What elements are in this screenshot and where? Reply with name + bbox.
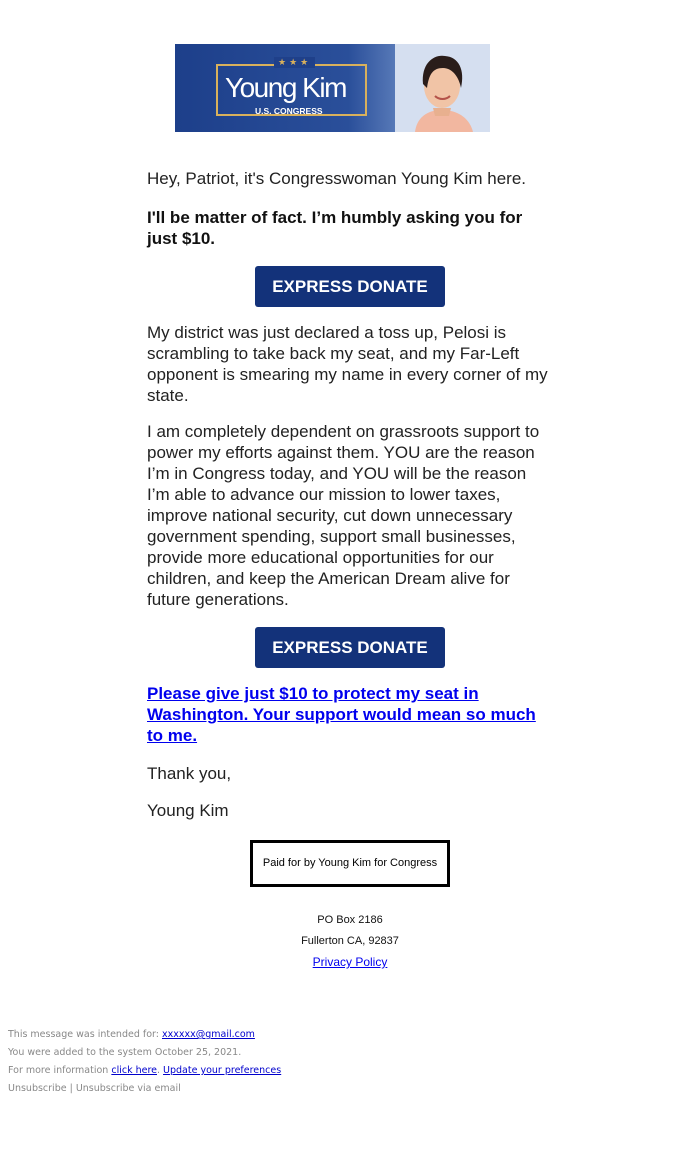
body-paragraph: My district was just declared a toss up, Pelosi is scrambling to take back my seat, and my Far-Left opponent is smearing my name in every corner of my state.: [147, 323, 548, 405]
logo-name: Young Kim: [225, 72, 346, 103]
added-date-text: You were added to the system October 25, 2021.: [8, 1047, 242, 1058]
signature-text: Young Kim: [147, 801, 229, 820]
recipient-email-link[interactable]: xxxxxx@gmail.com: [162, 1029, 255, 1040]
header-banner: [175, 44, 490, 132]
unsubscribe-email-link[interactable]: Unsubscribe via email: [75, 1083, 181, 1094]
mailing-address: [0, 910, 700, 974]
more-info-label: For more information: [8, 1065, 112, 1076]
closing-text: Thank you,: [147, 764, 232, 783]
privacy-policy-link[interactable]: Privacy Policy: [312, 955, 388, 969]
body-paragraph: I am completely dependent on grassroots support to power my efforts against them. YOU are the reason I’m in Congress today, and YOU will be the reason I’m able to advance our mission to lower taxes, improve national security, cut down unnecessary government spending, support small businesses, provide more educational opportunities for our children, and keep the American Dream alive for future generations.: [147, 422, 540, 609]
express-donate-button[interactable]: EXPRESS DONATE: [255, 627, 445, 668]
greeting-text: Hey, Patriot, it's Congresswoman Young Kim here.: [147, 169, 527, 188]
donate-link[interactable]: Please give just $10 to protect my seat in Washington. Your support would mean so much to me.: [147, 684, 536, 745]
email-body: [147, 168, 553, 821]
separator: .: [157, 1065, 164, 1076]
city-line: Fullerton CA, 92837: [301, 935, 399, 947]
portrait-image: [395, 44, 490, 132]
po-box: PO Box 2186: [317, 914, 383, 926]
logo-stars-icon: ★★★: [274, 57, 315, 68]
unsubscribe-link[interactable]: Unsubscribe: [8, 1083, 67, 1094]
ask-heading: I'll be matter of fact. I’m humbly asking you for just $10.: [147, 208, 523, 248]
click-here-link[interactable]: click here: [111, 1065, 157, 1076]
email-footer: [8, 1026, 281, 1098]
intended-label: This message was intended for:: [8, 1029, 162, 1040]
express-donate-button[interactable]: EXPRESS DONATE: [255, 266, 445, 307]
pipe-separator: |: [66, 1083, 76, 1094]
logo-subtitle: U.S. CONGRESS: [255, 106, 323, 116]
paid-for-disclaimer: Paid for by Young Kim for Congress: [250, 840, 450, 887]
update-preferences-link[interactable]: Update your preferences: [163, 1065, 282, 1076]
